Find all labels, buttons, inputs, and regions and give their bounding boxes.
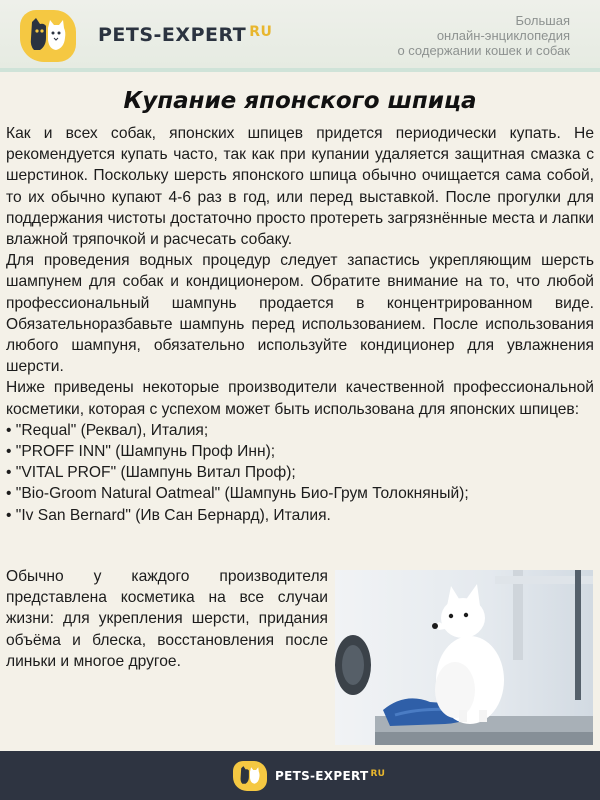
brand-list-item: • "VITAL PROF" (Шампунь Витал Проф); [6, 462, 594, 483]
footer-logo[interactable] [233, 761, 267, 791]
brand-name-text: PETS-EXPERT [98, 24, 247, 46]
article-paragraph: Как и всех собак, японских шпицев придется периодически купать. Не рекомендуется купать часто, так как при купании удаляется защитная смазка с шерстинок. Поскольку шерсть японского шпица обычно очищается сама собой, то их обычно купают 4-6 раз в год, или перед выставкой. После прогулки для поддержания чистоты достаточно просто протереть загрязнённые места и лапки влажной тряпочкой и расчесать собаку. [6, 125, 594, 249]
brand-suffix: RU [249, 24, 273, 40]
article-paragraph: Ниже приведены некоторые производители качественной профессиональной косметики, которая с успехом может быть использована для японских шпицев: [6, 379, 594, 418]
brand-list-item: • "Iv San Bernard" (Ив Сан Бернард), Италия. [6, 505, 594, 526]
cat-dog-logo-icon [237, 765, 263, 787]
article-title: Купание японского шпица [123, 88, 477, 114]
article-body [6, 123, 594, 526]
tagline-line: Большая [515, 13, 570, 28]
article-paragraph: Для проведения водных процедур следует запастись укрепляющим шерсть шампунем для собак и кондиционером. Обратите внимание на то, что любой профессиональный шампунь продается в концентрированном виде. Обязательноразбавьте шампунь перед использованием. После использования любого шампуня, обязательно используйте кондиционер для увлажнения шерсти. [6, 252, 594, 376]
site-tagline [350, 13, 570, 58]
brand-list-item: • "Requal" (Реквал), Италия; [6, 420, 594, 441]
closing-paragraph: Обычно у каждого производителя представлена косметика на все случаи жизни: для укрепления шерсти, придания объёма и блеска, восстановления после линьки и многое другое. [6, 568, 328, 670]
site-logo[interactable] [20, 10, 76, 62]
brand-list [6, 420, 594, 526]
tagline-line: о содержании кошек и собак [397, 43, 570, 58]
brand-name[interactable] [98, 24, 272, 46]
tagline-line: онлайн-энциклопедия [436, 28, 570, 43]
spitz-photo [335, 570, 593, 745]
footer-brand-suffix: RU [370, 769, 386, 779]
dog-photo-illustration [335, 570, 593, 745]
footer-brand-text: PETS-EXPERT [275, 769, 369, 783]
site-footer [0, 751, 600, 800]
site-header [0, 0, 600, 72]
cat-dog-logo-icon [26, 16, 70, 56]
brand-list-item: • "Bio-Groom Natural Oatmeal" (Шампунь Био-Грум Толокняный); [6, 483, 594, 504]
brand-list-item: • "PROFF INN" (Шампунь Проф Инн); [6, 441, 594, 462]
footer-brand[interactable] [275, 769, 385, 783]
